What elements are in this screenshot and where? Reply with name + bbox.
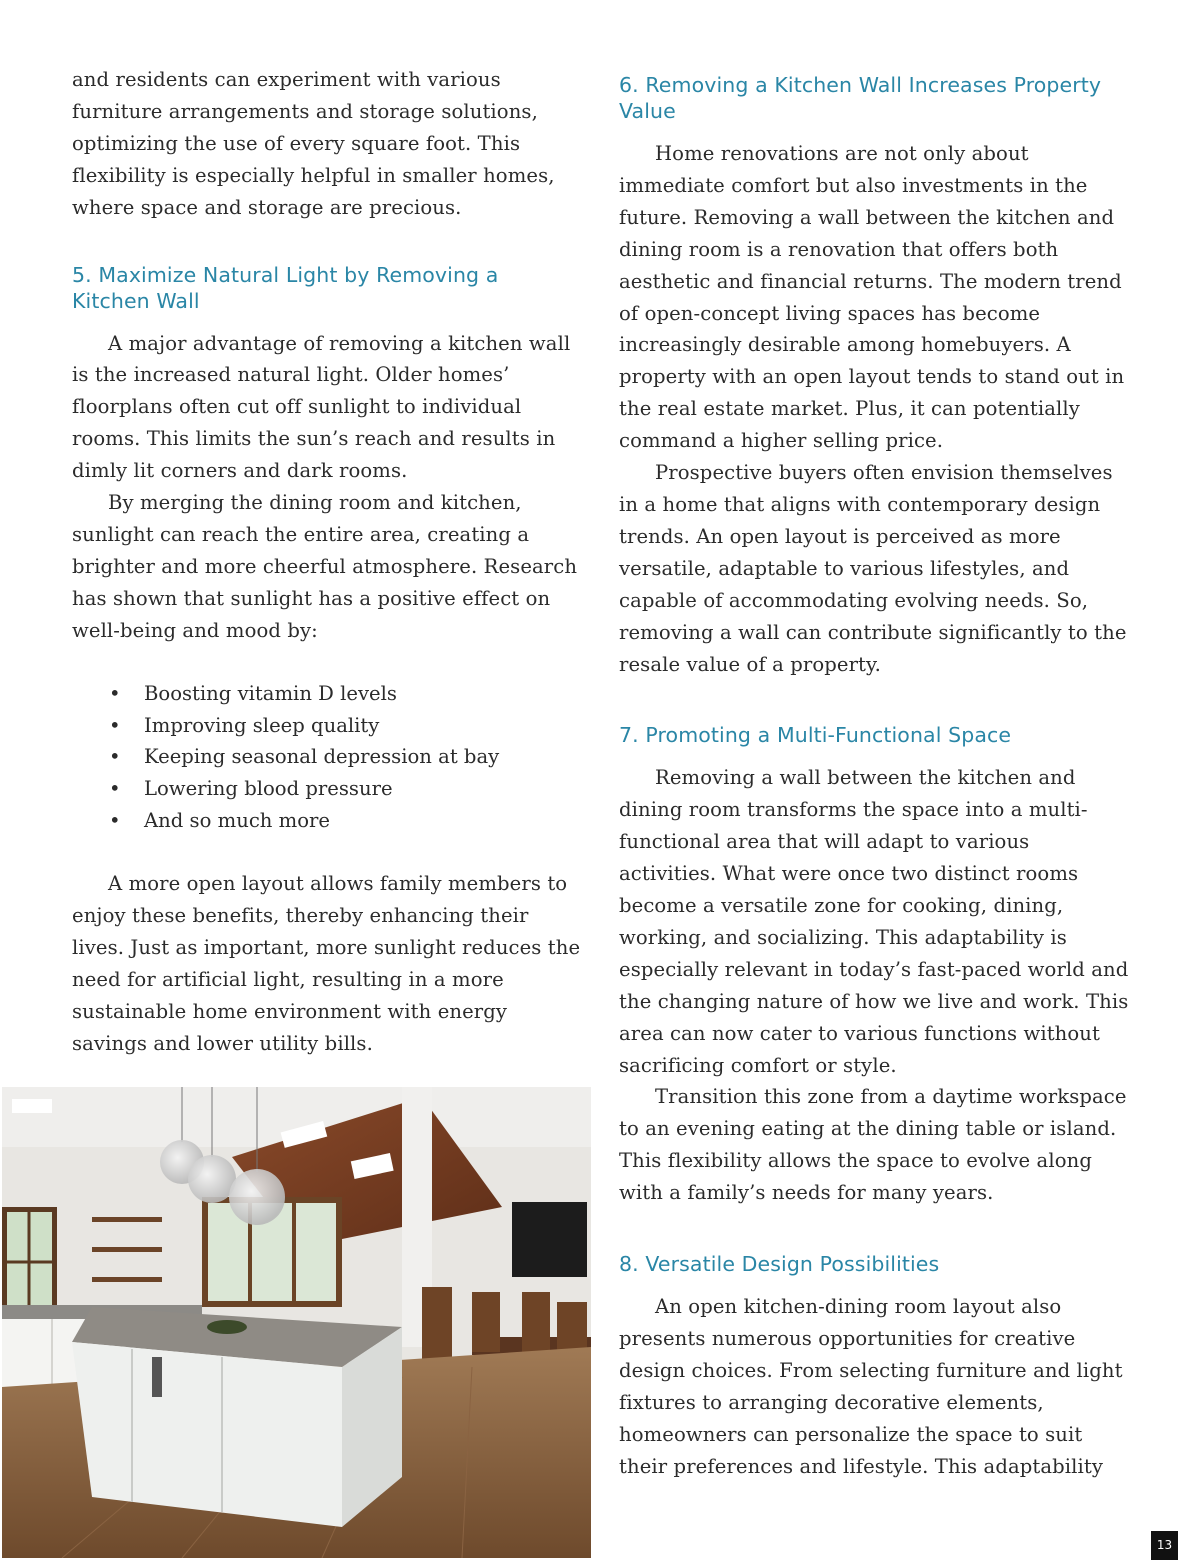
section-8-paragraph: An open kitchen-dining room layout also presents numerous opportunities for creative design choices. From selecting furniture and light fixtures to arranging decorative elements, homeowners can personalize the space to suit their preferences and lifestyle. This adaptability [619, 1295, 1123, 1478]
right-column [619, 64, 1131, 1483]
intro-paragraph: and residents can experiment with various furniture arrangements and storage solutions, optimizing the use of every square foot. This flexibility is especially helpful in smaller homes, where space and storage are precious. [72, 68, 555, 219]
list-item: • Keeping seasonal depression at bay [72, 741, 582, 773]
section-6-heading: 6. Removing a Kitchen Wall Increases Property Value [619, 73, 1102, 123]
section-5-paragraph: A major advantage of removing a kitchen wall is the increased natural light. Older homes’ floorplans often cut off sunlight to individual rooms. This limits the sun’s reach and results in dimly lit corners and dark rooms. [72, 331, 571, 483]
section-7-heading: 7. Promoting a Multi-Functional Space [619, 723, 1012, 748]
sunlight-benefits-list [72, 678, 582, 838]
list-item: • Boosting vitamin D levels [72, 678, 582, 710]
section-5-closing-paragraph: A more open layout allows family members to enjoy these benefits, thereby enhancing their lives. Just as important, more sunlight reduces the need for artificial light, resulting in a more sustainable home environment with energy savings and lower utility bills. [72, 872, 581, 1055]
list-item: • And so much more [72, 805, 582, 837]
section-6-paragraph: Home renovations are not only about immediate comfort but also investments in the future. Removing a wall between the kitchen and dining room is a renovation that offers both aesthetic and financial returns. The modern trend of open-concept living spaces has become increasingly desirable among homebuyers. A property with an open layout tends to stand out in the real estate market. Plus, it can potentially command a higher selling price. [619, 142, 1125, 453]
list-item: • Lowering blood pressure [72, 773, 582, 805]
left-column [72, 64, 582, 1060]
section-7-paragraph: Removing a wall between the kitchen and dining room transforms the space into a multi-functional area that will adapt to various activities. What were once two distinct rooms become a versatile zone for cooking, dining, working, and socializing. This adaptability is especially relevant in today’s fast-paced world and the changing nature of how we live and work. This area can now cater to various functions without sacrificing comfort or style. [619, 766, 1129, 1077]
list-item: • Improving sleep quality [72, 710, 582, 742]
section-8-heading: 8. Versatile Design Possibilities [619, 1252, 940, 1277]
page-number: 13 [1151, 1531, 1178, 1560]
section-7-paragraph: Transition this zone from a daytime workspace to an evening eating at the dining table or island. This flexibility allows the space to evolve along with a family’s needs for many years. [619, 1085, 1127, 1205]
section-5-heading: 5. Maximize Natural Light by Removing a Kitchen Wall [72, 262, 499, 313]
section-5-paragraph: By merging the dining room and kitchen, sunlight can reach the entire area, creating a brighter and more cheerful atmosphere. Research has shown that sunlight has a positive effect on well-being and mood by: [72, 491, 578, 642]
section-6-paragraph: Prospective buyers often envision themselves in a home that aligns with contemporary design trends. An open layout is perceived as more versatile, adaptable to various lifestyles, and capable of accommodating evolving needs. So, removing a wall can contribute significantly to the resale value of a property. [619, 461, 1127, 676]
kitchen-dining-photo [2, 1087, 591, 1558]
